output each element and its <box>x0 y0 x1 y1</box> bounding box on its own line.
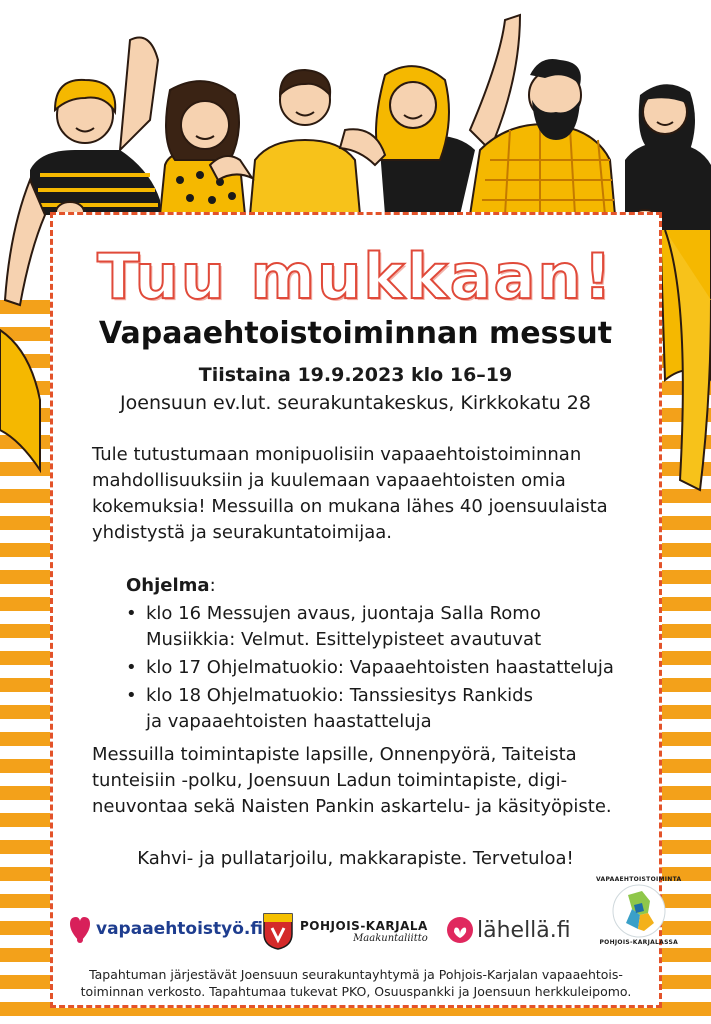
event-subtitle: Vapaaehtoistoiminnan messut <box>98 316 613 351</box>
refreshments-line: Kahvi- ja pullatarjoilu, makkarapiste. Tervetuloa! <box>137 848 574 869</box>
program-list <box>126 601 646 735</box>
region-map-icon <box>610 883 668 939</box>
heart-pin-icon <box>68 914 92 944</box>
vapaaehtoistyo-logo: vapaaehtoistyö.fi <box>68 914 263 944</box>
person-6-figure <box>625 84 711 230</box>
program-item: • klo 16 Messujen avaus, juontaja Salla Romo Musiikkia: Velmut. Esittelypisteet avautuvat <box>126 601 646 653</box>
activities-paragraph: Messuilla toimintapiste lapsille, Onnenpyörä, Taiteista tunteisiin -polku, Joensuun Ladun toimintapiste, digi-neuvontaa sekä Naisten Pankin askartelu- ja käsityöpiste. <box>92 744 612 817</box>
program-item: • klo 18 Ohjelmatuokio: Tanssiesitys Rankids ja vapaaehtoisten haastatteluja <box>126 683 646 735</box>
coat-of-arms-icon <box>262 912 294 950</box>
pohjois-karjala-logo: POHJOIS-KARJALA Maakuntaliitto <box>262 912 428 950</box>
program-heading: Ohjelma: <box>126 575 216 596</box>
lahella-logo: lähellä.fi <box>446 916 571 944</box>
headline: Tuu mukkaan! <box>97 240 614 313</box>
program-section <box>126 573 646 737</box>
lahella-heart-icon <box>446 916 474 944</box>
footer-organizers: Tapahtuman järjestävät Joensuun seurakuntayhtymä ja Pohjois-Karjalan vapaaehtois- toiminnan verkosto. Tapahtumaa tukevat PKO, Osuuspankki ja Joensuun herkkuleipomo. <box>80 967 632 999</box>
event-venue: Joensuun ev.lut. seurakuntakeskus, Kirkkokatu 28 <box>120 392 591 414</box>
program-item: • klo 17 Ohjelmatuokio: Vapaaehtoisten haastatteluja <box>126 655 646 681</box>
person-2-figure <box>160 81 245 215</box>
event-date-time: Tiistaina 19.9.2023 klo 16–19 <box>198 364 513 386</box>
intro-paragraph: Tule tutustumaan monipuolisiin vapaaehtoistoiminnan mahdollisuuksiin ja kuulemaan vapaaehtoisten omia kokemuksia! Messuilla on mukana lähes 40 joensuulaista yhdistystä ja seurakuntatoimijaa. <box>92 444 608 543</box>
vapaaehtoistoiminta-pk-logo: VAPAAEHTOISTOIMINTA POHJOIS-KARJALASSA <box>596 876 682 946</box>
